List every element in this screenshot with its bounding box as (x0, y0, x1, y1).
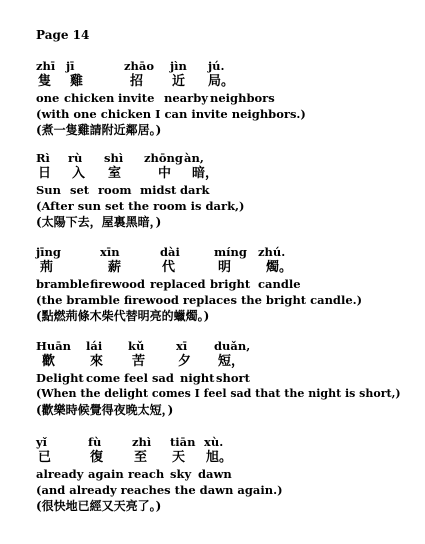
chinese-char: 已 (38, 450, 52, 465)
chinese-char: 招 (130, 74, 144, 89)
english-translation: (After sun set the room is dark,) (36, 199, 245, 213)
english-word: bright (210, 277, 251, 291)
chinese-char: 旭。 (206, 450, 233, 465)
english-word: room (98, 183, 132, 197)
english-word: dawn (198, 467, 232, 481)
pinyin-word: zhī (36, 59, 56, 73)
english-word: invite (118, 91, 155, 105)
pinyin-word: tiān (170, 435, 196, 449)
stanza (36, 244, 416, 324)
chinese-char: 明 (218, 260, 232, 275)
pinyin-line (36, 58, 416, 74)
stanza (36, 434, 416, 514)
english-word: set (70, 183, 90, 197)
chinese-line (36, 354, 416, 370)
english-word: reach (128, 467, 165, 481)
pinyin-word: xī (176, 339, 188, 353)
english-word: come (86, 371, 121, 385)
chinese-char: 暗， (192, 166, 219, 181)
stanza (36, 150, 416, 230)
english-translation: (the bramble firewood replaces the bright candle.) (36, 293, 363, 307)
pinyin-word: zhāo (124, 59, 155, 73)
chinese-char: 復 (90, 450, 104, 465)
chinese-paraphrase: (太陽下去，屋裏黑暗，) (36, 215, 162, 229)
chinese-line (36, 260, 416, 276)
pinyin-line (36, 244, 416, 260)
chinese-char: 局。 (208, 74, 235, 89)
english-word: nearby (164, 91, 208, 105)
english-translation: (and already reaches the dawn again.) (36, 483, 283, 497)
chinese-line (36, 450, 416, 466)
chinese-line (36, 166, 416, 182)
pinyin-word: dài (160, 245, 180, 259)
chinese-char: 日 (38, 166, 52, 181)
pinyin-word: yǐ (36, 435, 48, 449)
pinyin-word: zhú. (258, 245, 286, 259)
english-word: night (180, 371, 215, 385)
chinese-char: 苦 (132, 354, 146, 369)
chinese-char: 代 (162, 260, 176, 275)
chinese-paraphrase: (很快地已經又天亮了。) (36, 499, 162, 513)
chinese-char: 雞 (70, 74, 84, 89)
chinese-char: 入 (72, 166, 86, 181)
chinese-char: 天 (172, 450, 186, 465)
chinese-char: 短， (218, 354, 245, 369)
chinese-char: 來 (90, 354, 104, 369)
pinyin-line (36, 150, 416, 166)
pinyin-word: àn, (184, 151, 204, 165)
english-gloss-line (36, 466, 416, 482)
english-word: candle (258, 277, 301, 291)
pinyin-word: Rì (36, 151, 50, 165)
pinyin-word: zhōng (144, 151, 183, 165)
pinyin-word: xù. (204, 435, 224, 449)
pinyin-word: shì (104, 151, 124, 165)
pinyin-line (36, 338, 416, 354)
pinyin-word: jìn (170, 59, 187, 73)
chinese-char: 中 (158, 166, 172, 181)
chinese-char: 隻 (38, 74, 52, 89)
pinyin-word: duǎn, (214, 339, 251, 353)
english-word: neighbors (210, 91, 275, 105)
english-word: dark (180, 183, 210, 197)
chinese-char: 薪 (108, 260, 122, 275)
pinyin-word: xīn (100, 245, 120, 259)
english-word: chicken (64, 91, 115, 105)
chinese-char: 室 (108, 166, 122, 181)
page-number: Page 14 (36, 28, 90, 42)
pinyin-word: kǔ (128, 339, 145, 353)
english-word: bramble (36, 277, 90, 291)
english-word: replaced (150, 277, 206, 291)
english-gloss-line (36, 276, 416, 292)
pinyin-word: rù (68, 151, 83, 165)
english-translation: (When the delight comes I feel sad that the night is short,) (36, 387, 401, 400)
english-gloss-line (36, 182, 416, 198)
english-gloss-line (36, 370, 416, 386)
english-word: one (36, 91, 60, 105)
english-word: Delight (36, 371, 84, 385)
chinese-char: 荊 (40, 260, 54, 275)
chinese-char: 燭。 (266, 260, 293, 275)
english-word: firewood (90, 277, 146, 291)
chinese-char: 近 (172, 74, 186, 89)
chinese-paraphrase: (點燃荊條木柴代替明亮的蠟燭。) (36, 309, 210, 323)
stanza (36, 338, 416, 418)
english-word: sky (170, 467, 192, 481)
chinese-paraphrase: (煮一隻雞請附近鄰居。) (36, 123, 162, 137)
english-word: again (88, 467, 124, 481)
english-word: Sun (36, 183, 62, 197)
english-word: short (216, 371, 250, 385)
pinyin-word: zhì (132, 435, 152, 449)
pinyin-word: lái (86, 339, 103, 353)
pinyin-word: jī (66, 59, 75, 73)
pinyin-word: Huān (36, 339, 72, 353)
chinese-line (36, 74, 416, 90)
pinyin-word: míng (214, 245, 247, 259)
chinese-paraphrase: (歡樂時候覺得夜晚太短，) (36, 403, 174, 417)
pinyin-word: jú. (208, 59, 225, 73)
chinese-char: 至 (134, 450, 148, 465)
english-word: midst (140, 183, 177, 197)
pinyin-word: jīng (36, 245, 61, 259)
english-word: already (36, 467, 84, 481)
english-word: feel sad (124, 371, 174, 385)
english-translation: (with one chicken I can invite neighbors.) (36, 107, 306, 121)
pinyin-line (36, 434, 416, 450)
pinyin-word: fù (88, 435, 102, 449)
chinese-char: 夕 (178, 354, 192, 369)
stanza (36, 58, 416, 138)
chinese-char: 歡 (42, 354, 56, 369)
english-gloss-line (36, 90, 416, 106)
